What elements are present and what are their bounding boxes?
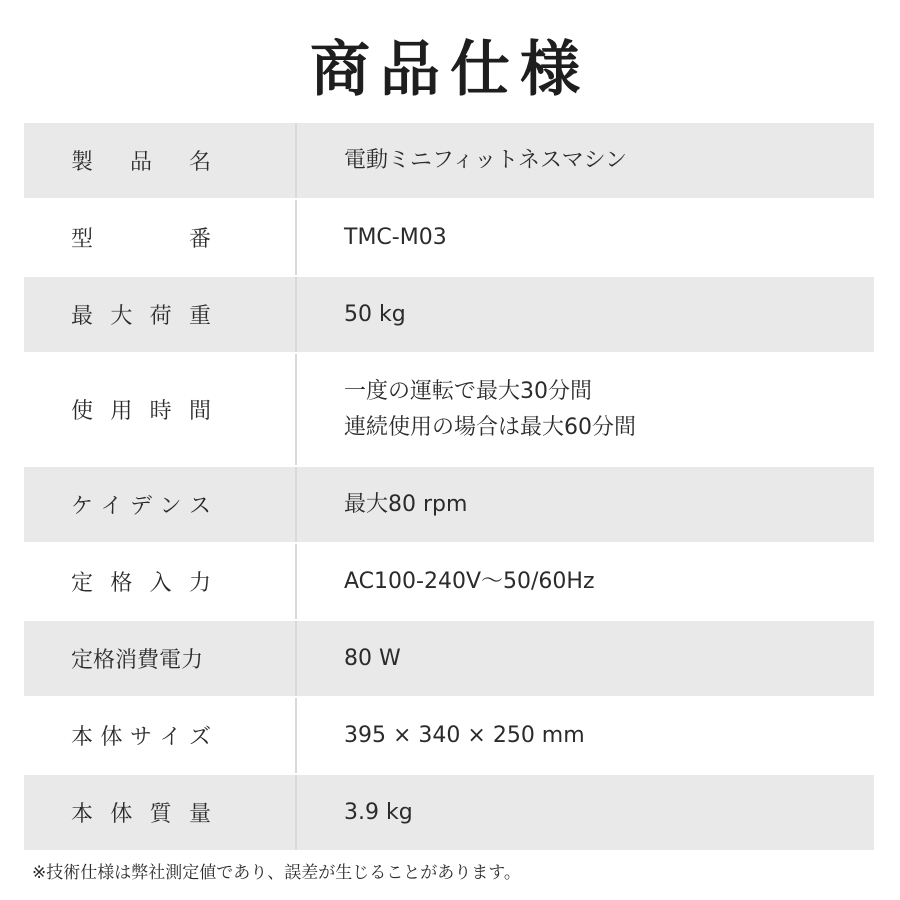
spec-label-cell: [24, 354, 297, 465]
spec-label: [71, 222, 211, 253]
spec-value: 80 W: [344, 645, 401, 671]
spec-value-cell: [297, 200, 874, 275]
spec-label-char: 本: [71, 802, 94, 827]
spec-label-char: 力: [181, 648, 204, 673]
spec-label: [71, 394, 211, 425]
spec-value-cell: [297, 775, 874, 850]
spec-label-cell: [24, 775, 297, 850]
spec-row-max-load: [24, 277, 874, 354]
spec-label-char: 最: [71, 304, 94, 329]
spec-row-dimensions: [24, 698, 874, 775]
spec-row-model-number: [24, 200, 874, 277]
spec-label-char: 時: [149, 399, 172, 424]
spec-label-char: 荷: [149, 304, 172, 329]
spec-value: 50 kg: [344, 301, 406, 327]
spec-label-cell: [24, 123, 297, 198]
spec-label-char: イ: [100, 494, 123, 519]
spec-label: [71, 489, 211, 520]
spec-label-char: 定: [71, 571, 94, 596]
spec-label-char: ケ: [71, 494, 94, 519]
spec-label-char: 使: [71, 399, 94, 424]
spec-label-char: ズ: [188, 725, 211, 750]
spec-label-cell: [24, 467, 297, 542]
spec-value: TMC-M03: [344, 224, 447, 250]
spec-label-char: 本: [71, 725, 94, 750]
spec-label-char: 消: [115, 648, 138, 673]
spec-value-cell: [297, 698, 874, 773]
spec-label-char: 型: [71, 227, 94, 252]
spec-label-char: 入: [149, 571, 172, 596]
spec-label-char: 体: [110, 802, 133, 827]
spec-label-char: デ: [129, 494, 152, 519]
spec-label-char: 重: [188, 304, 211, 329]
spec-label-cell: [24, 200, 297, 275]
spec-value-cell: [297, 123, 874, 198]
spec-label-char: ス: [188, 494, 211, 519]
spec-label-char: イ: [159, 725, 182, 750]
spec-label-char: 製: [71, 150, 94, 175]
spec-label-char: 定: [71, 648, 94, 673]
spec-label-char: 力: [188, 571, 211, 596]
spec-value-cell: [297, 544, 874, 619]
spec-label-char: 電: [159, 648, 182, 673]
spec-value: 最大80 rpm: [344, 491, 468, 517]
spec-row-rated-power: [24, 621, 874, 698]
spec-label: [71, 566, 211, 597]
spec-label-char: 体: [100, 725, 123, 750]
spec-label-char: 格: [93, 648, 116, 673]
spec-value: 3.9 kg: [344, 799, 413, 825]
spec-label-char: 費: [137, 648, 160, 673]
spec-label-char: ン: [159, 494, 182, 519]
spec-label: [71, 145, 211, 176]
spec-value: AC100-240V～50/60Hz: [344, 568, 595, 594]
spec-value-cell: [297, 277, 874, 352]
spec-value-cell: [297, 354, 874, 465]
spec-row-cadence: [24, 467, 874, 544]
spec-value: 395 × 340 × 250 mm: [344, 722, 585, 748]
spec-value: 連続使用の場合は最大60分間: [344, 414, 636, 440]
spec-table: [24, 123, 874, 852]
spec-label-char: サ: [129, 725, 152, 750]
spec-row-product-name: [24, 123, 874, 200]
spec-label-char: 名: [188, 150, 211, 175]
spec-label-cell: [24, 544, 297, 619]
spec-label-cell: [24, 277, 297, 352]
spec-label-char: 格: [110, 571, 133, 596]
spec-label-char: 用: [110, 399, 133, 424]
spec-label-cell: [24, 698, 297, 773]
spec-label-char: 質: [149, 802, 172, 827]
spec-label-char: 番: [188, 227, 211, 252]
spec-label: [71, 299, 211, 330]
spec-row-weight: [24, 775, 874, 852]
spec-value-cell: [297, 621, 874, 696]
spec-row-usage-time: [24, 354, 874, 467]
spec-label-char: 量: [188, 802, 211, 827]
spec-value: 一度の運転で最大30分間: [344, 378, 592, 404]
page-title: 商品仕様: [310, 35, 590, 105]
spec-row-rated-input: [24, 544, 874, 621]
spec-label: [71, 720, 211, 751]
spec-label: [71, 797, 211, 828]
spec-value: 電動ミニフィットネスマシン: [344, 147, 628, 173]
spec-label-char: 品: [129, 150, 152, 175]
spec-label: [71, 643, 203, 674]
spec-label-char: 間: [188, 399, 211, 424]
spec-label-char: 大: [110, 304, 133, 329]
spec-label-cell: [24, 621, 297, 696]
spec-value-cell: [297, 467, 874, 542]
footnote: ※技術仕様は弊社測定値であり、誤差が生じることがあります。: [32, 863, 521, 883]
